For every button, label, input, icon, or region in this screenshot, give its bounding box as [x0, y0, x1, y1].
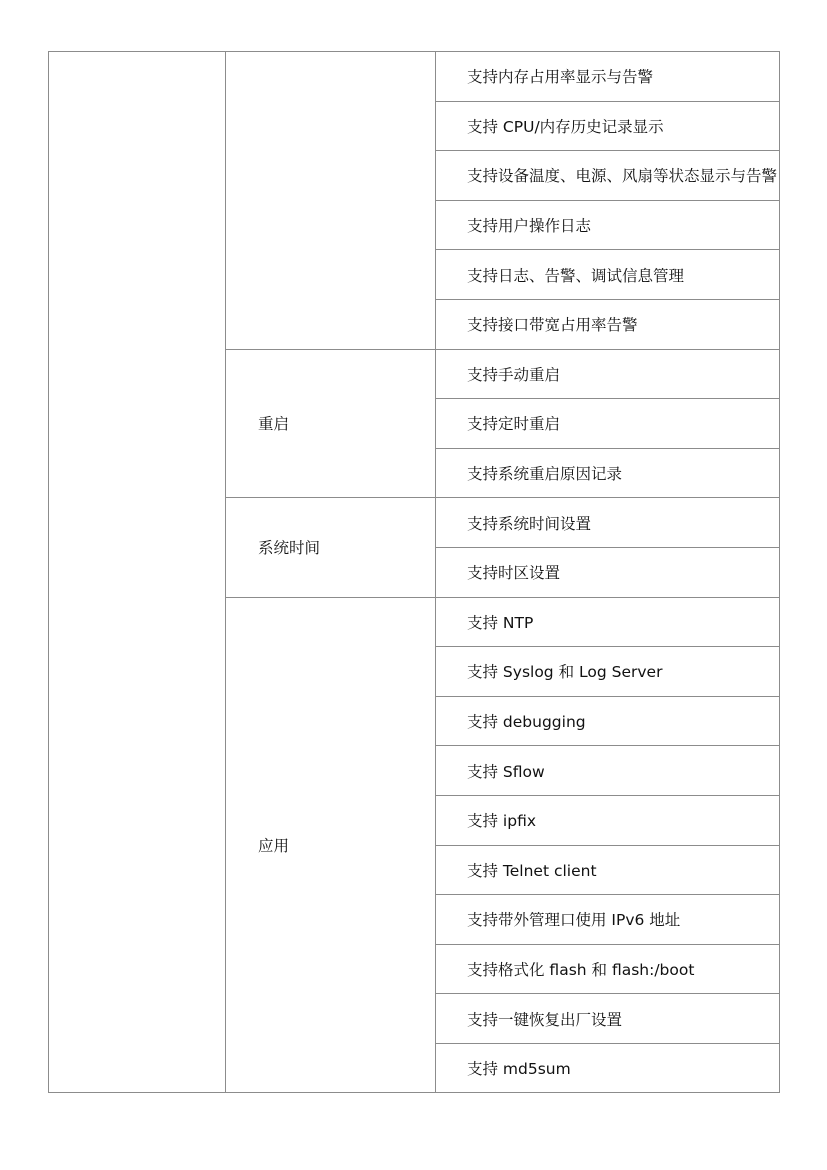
feature-cell: 支持 md5sum	[436, 1043, 780, 1093]
feature-cell: 支持 CPU/内存历史记录显示	[436, 101, 780, 151]
feature-cell: 支持 NTP	[436, 597, 780, 647]
feature-cell: 支持内存占用率显示与告警	[436, 52, 780, 102]
feature-cell: 支持 debugging	[436, 696, 780, 746]
table-row	[49, 52, 780, 102]
feature-cell: 支持 Syslog 和 Log Server	[436, 647, 780, 697]
feature-cell: 支持设备温度、电源、风扇等状态显示与告警	[436, 151, 780, 201]
feature-cell: 支持定时重启	[436, 399, 780, 449]
feature-cell: 支持时区设置	[436, 547, 780, 597]
sub-category-cell: 应用	[226, 597, 436, 1093]
sub-category-cell: 系统时间	[226, 498, 436, 597]
feature-cell: 支持手动重启	[436, 349, 780, 399]
feature-cell: 支持一键恢复出厂设置	[436, 994, 780, 1044]
feature-cell: 支持接口带宽占用率告警	[436, 299, 780, 349]
feature-cell: 支持日志、告警、调试信息管理	[436, 250, 780, 300]
feature-cell: 支持 Telnet client	[436, 845, 780, 895]
feature-cell: 支持带外管理口使用 IPv6 地址	[436, 895, 780, 945]
main-category-cell	[49, 52, 226, 1093]
feature-cell: 支持用户操作日志	[436, 200, 780, 250]
feature-cell: 支持系统时间设置	[436, 498, 780, 548]
feature-cell: 支持格式化 flash 和 flash:/boot	[436, 944, 780, 994]
sub-category-cell	[226, 52, 436, 350]
sub-category-cell: 重启	[226, 349, 436, 498]
spec-table-body	[49, 52, 780, 1093]
feature-cell: 支持系统重启原因记录	[436, 448, 780, 498]
feature-spec-table	[48, 51, 780, 1093]
feature-cell: 支持 Sflow	[436, 746, 780, 796]
feature-cell: 支持 ipfix	[436, 795, 780, 845]
